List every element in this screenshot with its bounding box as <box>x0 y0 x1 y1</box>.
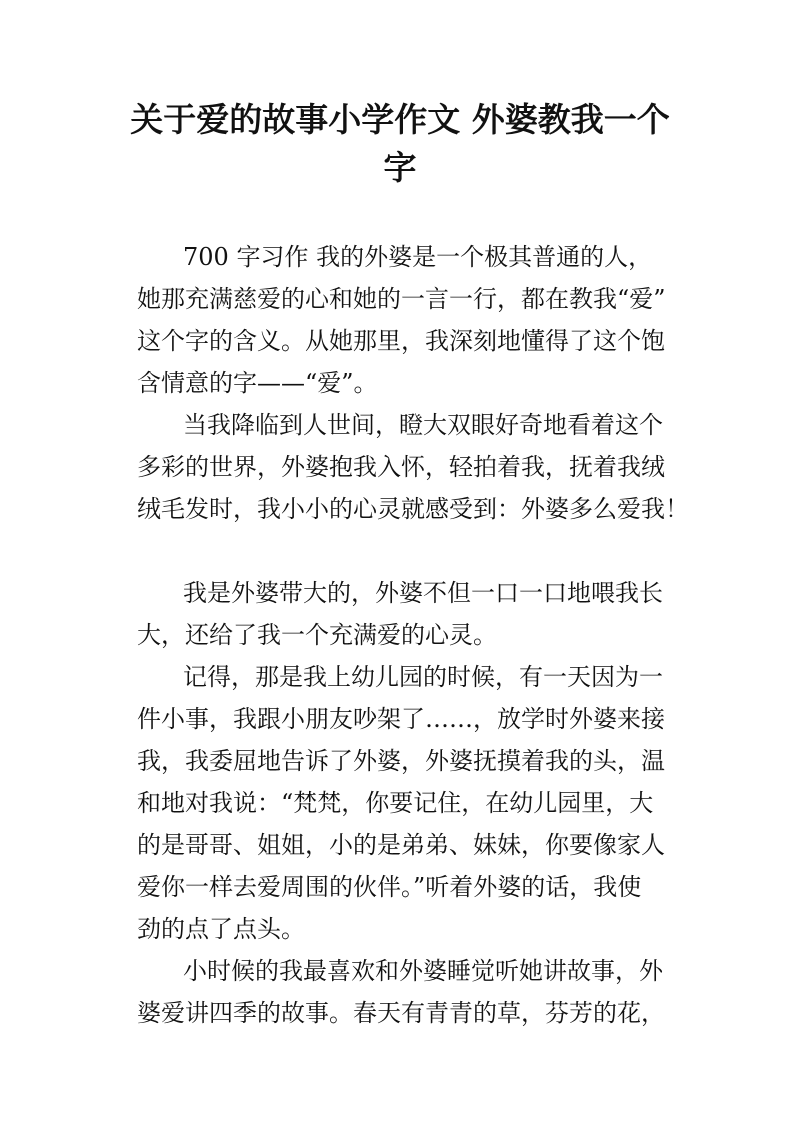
body-line: 我，我委屈地告诉了外婆，外婆抚摸着我的头，温 <box>137 747 665 775</box>
body-line: 700 字习作 我的外婆是一个极其普通的人， <box>183 243 653 271</box>
body-line: 爱你一样去爱周围的伙伴。”听着外婆的话，我使 <box>137 873 642 901</box>
body-line: 这个字的含义。从她那里，我深刻地懂得了这个饱 <box>137 327 665 355</box>
body-line: 多彩的世界，外婆抱我入怀，轻拍着我，抚着我绒 <box>137 453 665 481</box>
body-line: 劲的点了点头。 <box>137 915 305 943</box>
body-line: 小时候的我最喜欢和外婆睡觉听她讲故事，外 <box>183 957 663 985</box>
body-line: 的是哥哥、姐姐，小的是弟弟、妹妹，你要像家人 <box>137 831 665 859</box>
body-line: 和地对我说：“梵梵，你要记住，在幼儿园里，大 <box>137 789 654 817</box>
body-line: 含情意的字——“爱”。 <box>137 369 378 397</box>
body-line: 我是外婆带大的，外婆不但一口一口地喂我长 <box>183 579 663 607</box>
body-line: 记得，那是我上幼儿园的时候，有一天因为一 <box>183 663 663 691</box>
body-line: 件小事，我跟小朋友吵架了……，放学时外婆来接 <box>137 705 665 733</box>
body-line: 大，还给了我一个充满爱的心灵。 <box>137 621 497 649</box>
body-line: 当我降临到人世间，瞪大双眼好奇地看着这个 <box>183 411 663 439</box>
title-line-1: 关于爱的故事小学作文 外婆教我一个 <box>130 100 670 139</box>
document-title <box>120 96 680 192</box>
body-line: 婆爱讲四季的故事。春天有青青的草，芬芳的花， <box>137 999 665 1027</box>
body-line: 她那充满慈爱的心和她的一言一行，都在教我“爱” <box>137 285 666 313</box>
title-line-2: 字 <box>383 148 417 187</box>
body-line: 绒毛发时，我小小的心灵就感受到：外婆多么爱我！ <box>137 495 689 523</box>
